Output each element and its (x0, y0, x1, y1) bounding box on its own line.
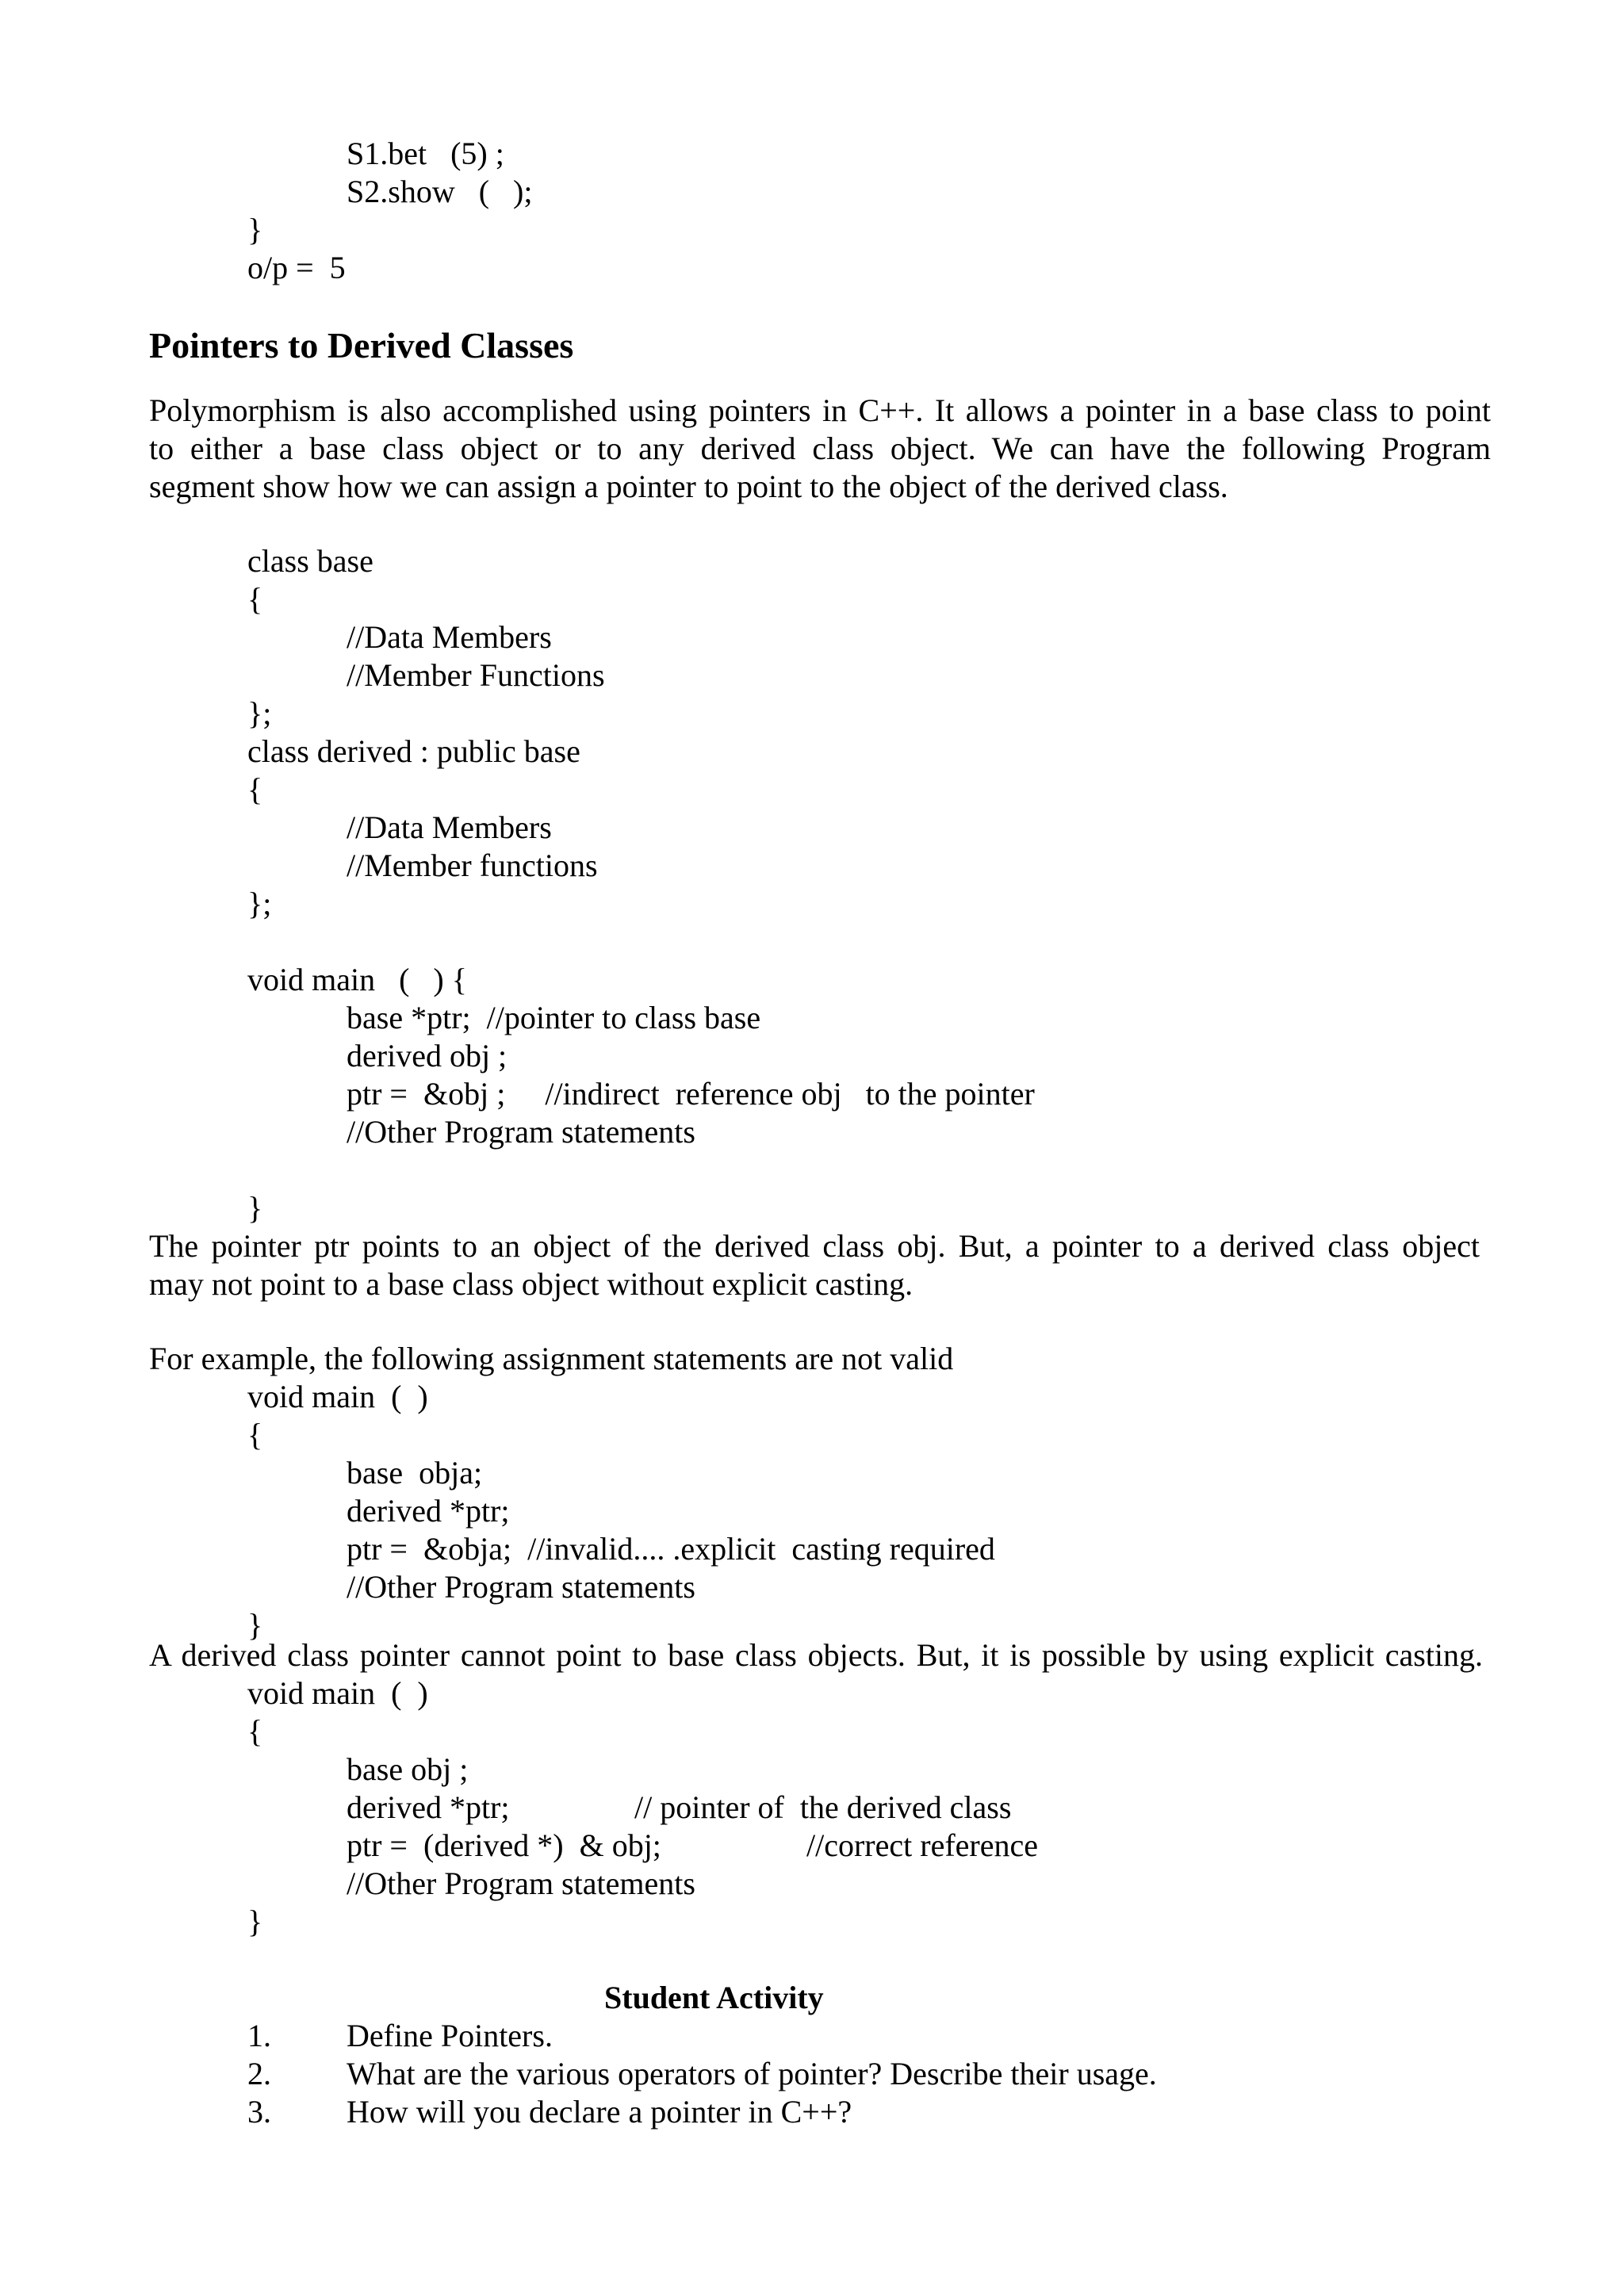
code-line: void main ( ) (247, 1675, 428, 1711)
code-line: //Data Members (347, 619, 552, 655)
paragraph-line: A derived class pointer cannot point to base class objects. But, it is possible by using explicit casting. (149, 1637, 1483, 1673)
activity-title: Student Activity (604, 1980, 824, 2015)
code-line: derived *ptr; (347, 1493, 510, 1529)
list-item-text: What are the various operators of pointer? Describe their usage. (347, 2056, 1157, 2091)
list-item-text: Define Pointers. (347, 2018, 553, 2053)
code-line: //Other Program statements (347, 1866, 695, 1901)
code-line: { (247, 1417, 263, 1452)
code-line: }; (247, 695, 272, 731)
code-line: { (247, 581, 263, 617)
section-heading: Pointers to Derived Classes (149, 325, 574, 365)
code-line: void main ( ) (247, 1379, 428, 1414)
list-item-number: 2. (247, 2056, 271, 2091)
code-line: //Other Program statements (347, 1114, 695, 1150)
code-line: S2.show ( ); (347, 174, 533, 209)
list-item-text: How will you declare a pointer in C++? (347, 2094, 852, 2130)
code-comment: //correct reference (806, 1827, 1038, 1863)
code-line: derived obj ; (347, 1038, 508, 1073)
code-line: //Data Members (347, 809, 552, 845)
code-line: base obja; (347, 1455, 483, 1490)
code-line: derived *ptr; (347, 1789, 510, 1825)
paragraph-line: segment show how we can assign a pointer to point to the object of the derived class. (149, 469, 1228, 504)
code-line: ptr = (derived *) & obj; (347, 1827, 661, 1863)
code-line: base *ptr; //pointer to class base (347, 1000, 761, 1035)
code-line: } (247, 212, 263, 247)
paragraph-line: Polymorphism is also accomplished using pointers in C++. It allows a pointer in a base class to point (149, 392, 1491, 428)
code-line: //Other Program statements (347, 1569, 695, 1605)
code-line: void main ( ) { (247, 962, 467, 997)
paragraph-line: to either a base class object or to any derived class object. We can have the following Program (149, 430, 1491, 466)
code-line: base obj ; (347, 1751, 469, 1787)
code-line: { (247, 771, 263, 807)
code-line: } (247, 1190, 263, 1226)
list-item-number: 1. (247, 2018, 271, 2053)
code-line: S1.bet (5) ; (347, 136, 504, 171)
code-line: class derived : public base (247, 733, 580, 769)
code-line: //Member Functions (347, 657, 605, 693)
code-line: ptr = &obj ; //indirect reference obj to the pointer (347, 1076, 1035, 1112)
code-line: o/p = 5 (247, 250, 346, 285)
code-line: class base (247, 543, 373, 579)
code-comment: // pointer of the derived class (634, 1789, 1012, 1825)
code-line: } (247, 1904, 263, 1939)
code-line: ptr = &obja; //invalid.... .explicit casting required (347, 1531, 995, 1567)
code-line: }; (247, 886, 272, 921)
code-line: { (247, 1713, 263, 1749)
paragraph-line: For example, the following assignment statements are not valid (149, 1341, 954, 1376)
paragraph-line: The pointer ptr points to an object of the derived class obj. But, a pointer to a derived class object (149, 1228, 1480, 1264)
list-item-number: 3. (247, 2094, 271, 2130)
code-line: //Member functions (347, 848, 598, 883)
paragraph-line: may not point to a base class object without explicit casting. (149, 1266, 914, 1302)
code-line: } (247, 1607, 263, 1643)
